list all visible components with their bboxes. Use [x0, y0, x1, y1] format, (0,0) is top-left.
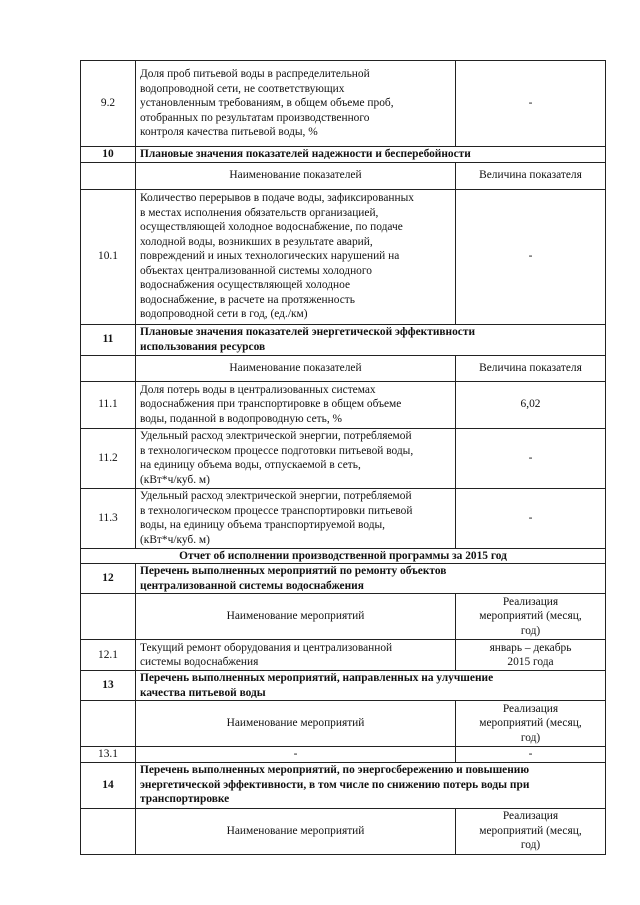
section-row: [81, 564, 606, 594]
report-row: [81, 548, 606, 564]
section-title: Перечень выполненных мероприятий по ремонту объектов централизованной системы водоснабжения: [136, 564, 606, 594]
section-number: 11: [102, 333, 114, 346]
column-header-name: Наименование показателей: [136, 355, 456, 381]
header-row: [81, 162, 606, 189]
indicator-value: -: [456, 428, 606, 488]
row-number: 9.2: [81, 61, 136, 147]
row-number: 12.1: [81, 640, 136, 671]
row-number: 11.2: [81, 428, 136, 488]
indicator-text: Количество перерывов в подаче воды, зафиксированных в местах исполнения обязательств организацией, осуществляющей холодное водоснабжение, по подаче холодной воды, возникших в результате аварий, повреждений и иных технологических нарушений на объектах централизованной системы холодного водоснабжения осуществляющей холодное водоснабжение, в расчете на протяженность водопроводной сети в год, (ед./км): [136, 189, 456, 324]
column-header-name: Наименование мероприятий: [136, 701, 456, 747]
indicator-text: Доля проб питьевой воды в распределительной водопроводной сети, не соответствующих установленным требованиям, в общем объеме проб, отобранных по результатам производственного контроля качества питьевой воды, %: [136, 61, 456, 147]
column-header-value: Величина показателя: [456, 355, 606, 381]
row-number: 11.1: [81, 381, 136, 428]
table-row: [81, 61, 606, 147]
section-title: Плановые значения показателей надежности и бесперебойности: [136, 147, 606, 163]
table-row: [81, 428, 606, 488]
indicator-value: -: [456, 488, 606, 548]
indicator-text: Удельный расход электрической энергии, потребляемой в технологическом процессе подготовки питьевой воды, на единицу объема воды, отпускаемой в сеть, (кВт*ч/куб. м): [136, 428, 456, 488]
indicator-value: -: [456, 189, 606, 324]
table-row: [81, 189, 606, 324]
event-period: январь – декабрь 2015 года: [456, 640, 606, 671]
header-row: [81, 808, 606, 854]
indicators-table: [80, 60, 606, 855]
section-title: Перечень выполненных мероприятий, по энергосбережению и повышению энергетической эффективности, в том числе по снижению потерь воды при транспортировке: [136, 762, 606, 808]
section-number: 12: [102, 572, 114, 585]
indicator-value: -: [456, 61, 606, 147]
table-row: [81, 640, 606, 671]
event-period: -: [456, 747, 606, 763]
section-row: [81, 762, 606, 808]
section-row: [81, 671, 606, 701]
table-row: [81, 488, 606, 548]
section-number: 10: [102, 148, 114, 160]
column-header-value: Реализация мероприятий (месяц, год): [456, 594, 606, 640]
section-title: Плановые значения показателей энергетической эффективности использования ресурсов: [136, 324, 606, 355]
header-row: [81, 594, 606, 640]
table-row: [81, 381, 606, 428]
row-number: 13.1: [81, 747, 136, 763]
section-title: Перечень выполненных мероприятий, направленных на улучшение качества питьевой воды: [136, 671, 606, 701]
event-text: -: [136, 747, 456, 763]
column-header-value: Величина показателя: [456, 162, 606, 189]
column-header-name: Наименование мероприятий: [136, 808, 456, 854]
section-row: [81, 147, 606, 163]
indicator-value: 6,02: [456, 381, 606, 428]
header-row: [81, 701, 606, 747]
row-number: 11.3: [81, 488, 136, 548]
column-header-name: Наименование показателей: [136, 162, 456, 189]
report-title: Отчет об исполнении производственной программы за 2015 год: [81, 548, 606, 564]
column-header-value: Реализация мероприятий (месяц, год): [456, 808, 606, 854]
indicator-text: Удельный расход электрической энергии, потребляемой в технологическом процессе транспортировки питьевой воды, на единицу объема транспортируемой воды, (кВт*ч/куб. м): [136, 488, 456, 548]
header-row: [81, 355, 606, 381]
indicator-text: Доля потерь воды в централизованных системах водоснабжения при транспортировке в общем объеме воды, поданной в водопроводную сеть, %: [136, 381, 456, 428]
table-row: [81, 747, 606, 763]
row-number: 10.1: [81, 189, 136, 324]
event-text: Текущий ремонт оборудования и централизованной системы водоснабжения: [136, 640, 456, 671]
section-row: [81, 324, 606, 355]
section-number: 14: [102, 778, 114, 791]
column-header-value: Реализация мероприятий (месяц, год): [456, 701, 606, 747]
column-header-name: Наименование мероприятий: [136, 594, 456, 640]
section-number: 13: [102, 679, 114, 692]
